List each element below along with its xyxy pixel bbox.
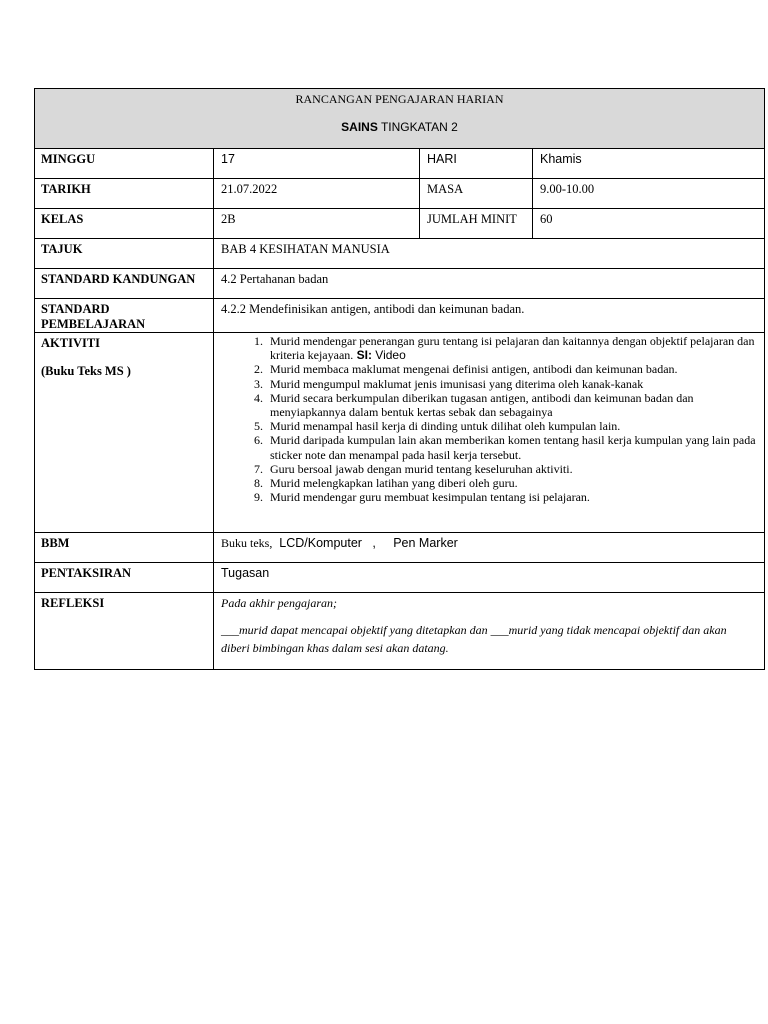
label-jumlah-minit: JUMLAH MINIT [420,209,533,239]
list-item: 7. Guru bersoal jawab dengan murid tentang keseluruhan aktiviti. [266,462,764,476]
value-jumlah-minit: 60 [533,209,765,239]
label-pentaksiran: PENTAKSIRAN [35,563,214,593]
label-refleksi: REFLEKSI [35,593,214,670]
aktiviti-list [214,334,764,504]
list-item: 3. Murid mengumpul maklumat jenis imunisasi yang diterima oleh kanak-kanak [266,377,764,391]
list-item: 6. Murid daripada kumpulan lain akan memberikan komen tentang hasil kerja kumpulan yang lain pada sticker note dan menampal pada hasil kerja tersebut. [266,433,764,461]
row-refleksi [35,593,765,670]
header-cell [35,89,765,149]
document-subtitle [35,107,764,135]
value-refleksi-cell [214,593,765,670]
list-item: 2. Murid membaca maklumat mengenai definisi antigen, antibodi dan keimunan badan. [266,362,764,376]
value-tarikh: 21.07.2022 [214,179,420,209]
label-tarikh: TARIKH [35,179,214,209]
list-item [266,334,764,362]
row-minggu [35,149,765,179]
value-standard-pembelajaran: 4.2.2 Mendefinisikan antigen, antibodi dan keimunan badan. [214,299,765,333]
si-label: SI: [353,348,372,363]
value-hari: Khamis [533,149,765,179]
value-masa: 9.00-10.00 [533,179,765,209]
aktiviti-item-text: Murid mendengar penerangan guru tentang isi pelajaran dan kaitannya dengan objektif pelajaran dan kriteria kejayaan. [270,334,755,363]
label-masa: MASA [420,179,533,209]
value-minggu: 17 [214,149,420,179]
row-tajuk [35,239,765,269]
lesson-plan-table [34,88,765,670]
refleksi-line-2: ___murid dapat mencapai objektif yang ditetapkan dan ___murid yang tidak mencapai objektif dan akan diberi bimbingan khas dalam sesi akan datang. [221,623,727,655]
value-tajuk: BAB 4 KESIHATAN MANUSIA [214,239,765,269]
row-aktiviti [35,333,765,533]
value-bbm-a: Buku teks, [221,536,273,550]
list-item: 9. Murid mendengar guru membuat kesimpulan tentang isi pelajaran. [266,490,764,504]
row-kelas [35,209,765,239]
label-hari: HARI [420,149,533,179]
list-item: 8. Murid melengkapkan latihan yang diberi oleh guru. [266,476,764,490]
list-item: 5. Murid menampal hasil kerja di dinding untuk dilihat oleh kumpulan lain. [266,419,764,433]
row-standard-kandungan [35,269,765,299]
row-standard-pembelajaran [35,299,765,333]
value-bbm-cell [214,533,765,563]
subject-name: SAINS [341,120,378,134]
form-level: TINGKATAN 2 [377,120,458,134]
si-value: Video [371,348,406,363]
label-standard-kandungan: STANDARD KANDUNGAN [35,269,214,299]
document-title: RANCANGAN PENGAJARAN HARIAN [295,92,504,106]
row-bbm [35,533,765,563]
label-aktiviti: AKTIVITI [41,336,101,350]
row-pentaksiran [35,563,765,593]
header-row [35,89,765,149]
refleksi-line-1: Pada akhir pengajaran; [221,596,337,610]
value-kelas: 2B [214,209,420,239]
label-bbm: BBM [35,533,214,563]
value-bbm-b: LCD/Komputer , Pen Marker [272,536,458,550]
label-tajuk: TAJUK [35,239,214,269]
aktiviti-list-cell [214,333,765,533]
row-tarikh [35,179,765,209]
list-item: 4. Murid secara berkumpulan diberikan tugasan antigen, antibodi dan keimunan badan dan menyiapkannya dalam bentuk kertas sebak dan sebagainya [266,391,764,419]
value-standard-kandungan: 4.2 Pertahanan badan [214,269,765,299]
label-standard-pembelajaran: STANDARD PEMBELAJARAN [35,299,214,333]
label-kelas: KELAS [35,209,214,239]
value-pentaksiran: Tugasan [214,563,765,593]
label-aktiviti-cell [35,333,214,533]
label-buku-teks: (Buku Teks MS ) [41,364,131,378]
label-minggu: MINGGU [35,149,214,179]
